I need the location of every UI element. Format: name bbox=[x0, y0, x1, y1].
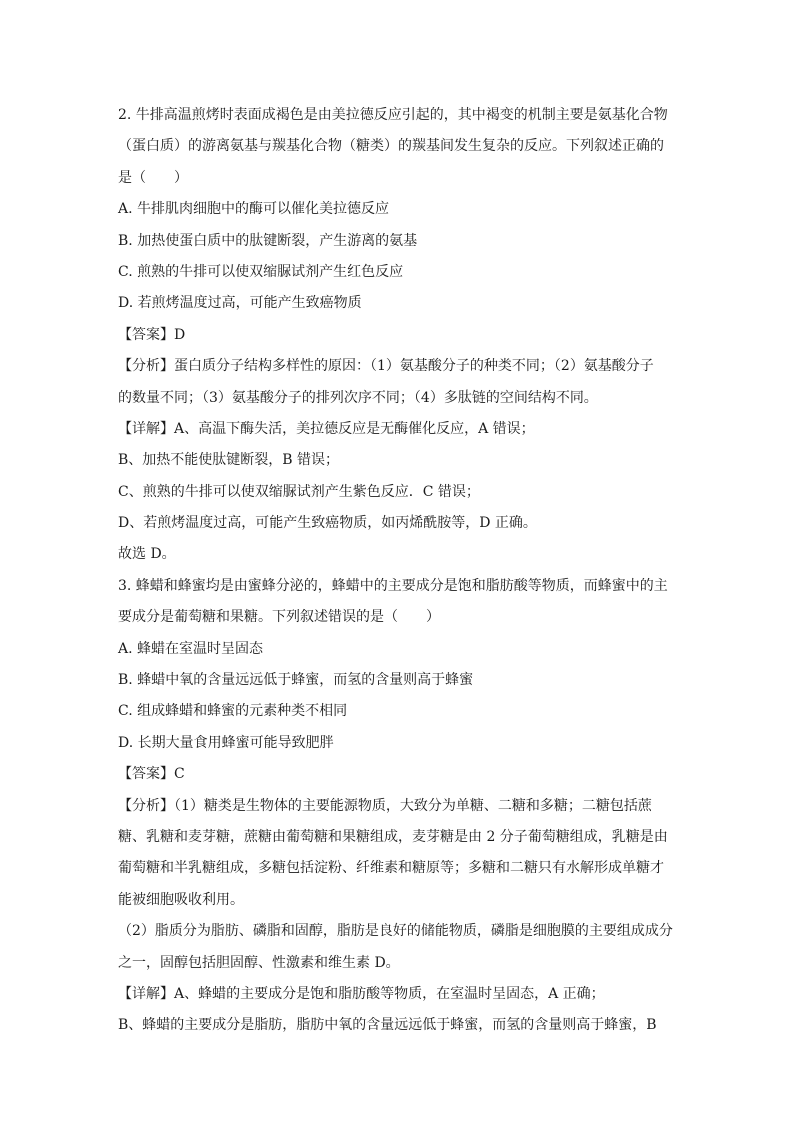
text-line: D、若煎烤温度过高，可能产生致癌物质，如丙烯酰胺等，D 正确。 bbox=[118, 515, 537, 532]
document-body bbox=[118, 100, 678, 1042]
text-line: （2）脂质分为脂肪、磷脂和固醇，脂肪是良好的储能物质，磷脂是细胞膜的主要组成成分 bbox=[118, 923, 673, 940]
text-line: （蛋白质）的游离氨基与羰基化合物（糖类）的羰基间发生复杂的反应。下列叙述正确的 bbox=[118, 138, 664, 155]
text-line: C、煎熟的牛排可以使双缩脲试剂产生紫色反应．C 错误； bbox=[118, 483, 480, 500]
text-line: B. 蜂蜡中氧的含量远远低于蜂蜜，而氢的含量则高于蜂蜜 bbox=[118, 672, 474, 689]
text-line: 能被细胞吸收利用。 bbox=[118, 891, 244, 908]
text-line: 故选 D。 bbox=[118, 546, 176, 563]
text-line: 葡萄糖和半乳糖组成，多糖包括淀粉、纤维素和糖原等；多糖和二糖只有水解形成单糖才 bbox=[118, 860, 664, 877]
text-line: 【答案】C bbox=[118, 766, 185, 783]
text-line: 【分析】蛋白质分子结构多样性的原因：（1）氨基酸分子的种类不同；（2）氨基酸分子 bbox=[118, 358, 654, 375]
text-line: A. 牛排肌肉细胞中的酶可以催化美拉德反应 bbox=[118, 201, 390, 218]
text-line: C. 煎熟的牛排可以使双缩脲试剂产生红色反应 bbox=[118, 263, 404, 280]
text-line: 【答案】D bbox=[118, 326, 186, 343]
text-line: D. 长期大量食用蜂蜜可能导致肥胖 bbox=[118, 734, 334, 751]
text-line: 之一，固醇包括胆固醇、性激素和维生素 D。 bbox=[118, 954, 400, 971]
text-line: 糖、乳糖和麦芽糖，蔗糖由葡萄糖和果糖组成，麦芽糖是由 2 分子葡萄糖组成，乳糖是由 bbox=[118, 828, 668, 845]
text-line: B. 加热使蛋白质中的肽键断裂，产生游离的氨基 bbox=[118, 232, 418, 249]
text-line: D. 若煎烤温度过高，可能产生致癌物质 bbox=[118, 295, 362, 312]
text-line: 3. 蜂蜡和蜂蜜均是由蜜蜂分泌的，蜂蜡中的主要成分是饱和脂肪酸等物质，而蜂蜜中的主 bbox=[118, 577, 668, 594]
text-line: 【详解】A、高温下酶失活，美拉德反应是无酶催化反应，A 错误； bbox=[118, 420, 535, 437]
text-line: B、加热不能使肽键断裂，B 错误； bbox=[118, 452, 340, 469]
text-line: 的数量不同；（3）氨基酸分子的排列次序不同；（4）多肽链的空间结构不同。 bbox=[118, 389, 598, 406]
text-line: 【分析】（1）糖类是生物体的主要能源物质，大致分为单糖、二糖和多糖；二糖包括蔗 bbox=[118, 797, 652, 814]
text-line: 2. 牛排高温煎烤时表面成褐色是由美拉德反应引起的，其中褐变的机制主要是氨基化合物 bbox=[118, 107, 668, 123]
text-line: 要成分是葡萄糖和果糖。下列叙述错误的是（ ） bbox=[118, 609, 440, 626]
text-line: C. 组成蜂蜡和蜂蜜的元素种类不相同 bbox=[118, 703, 348, 720]
text-line: A. 蜂蜡在室温时呈固态 bbox=[118, 640, 264, 657]
text-line: 【详解】A、蜂蜡的主要成分是饱和脂肪酸等物质，在室温时呈固态，A 正确； bbox=[118, 985, 605, 1002]
text-line: B、蜂蜡的主要成分是脂肪，脂肪中氧的含量远远低于蜂蜜，而氢的含量则高于蜂蜜，B bbox=[118, 1017, 657, 1034]
text-line: 是（ ） bbox=[118, 169, 188, 186]
